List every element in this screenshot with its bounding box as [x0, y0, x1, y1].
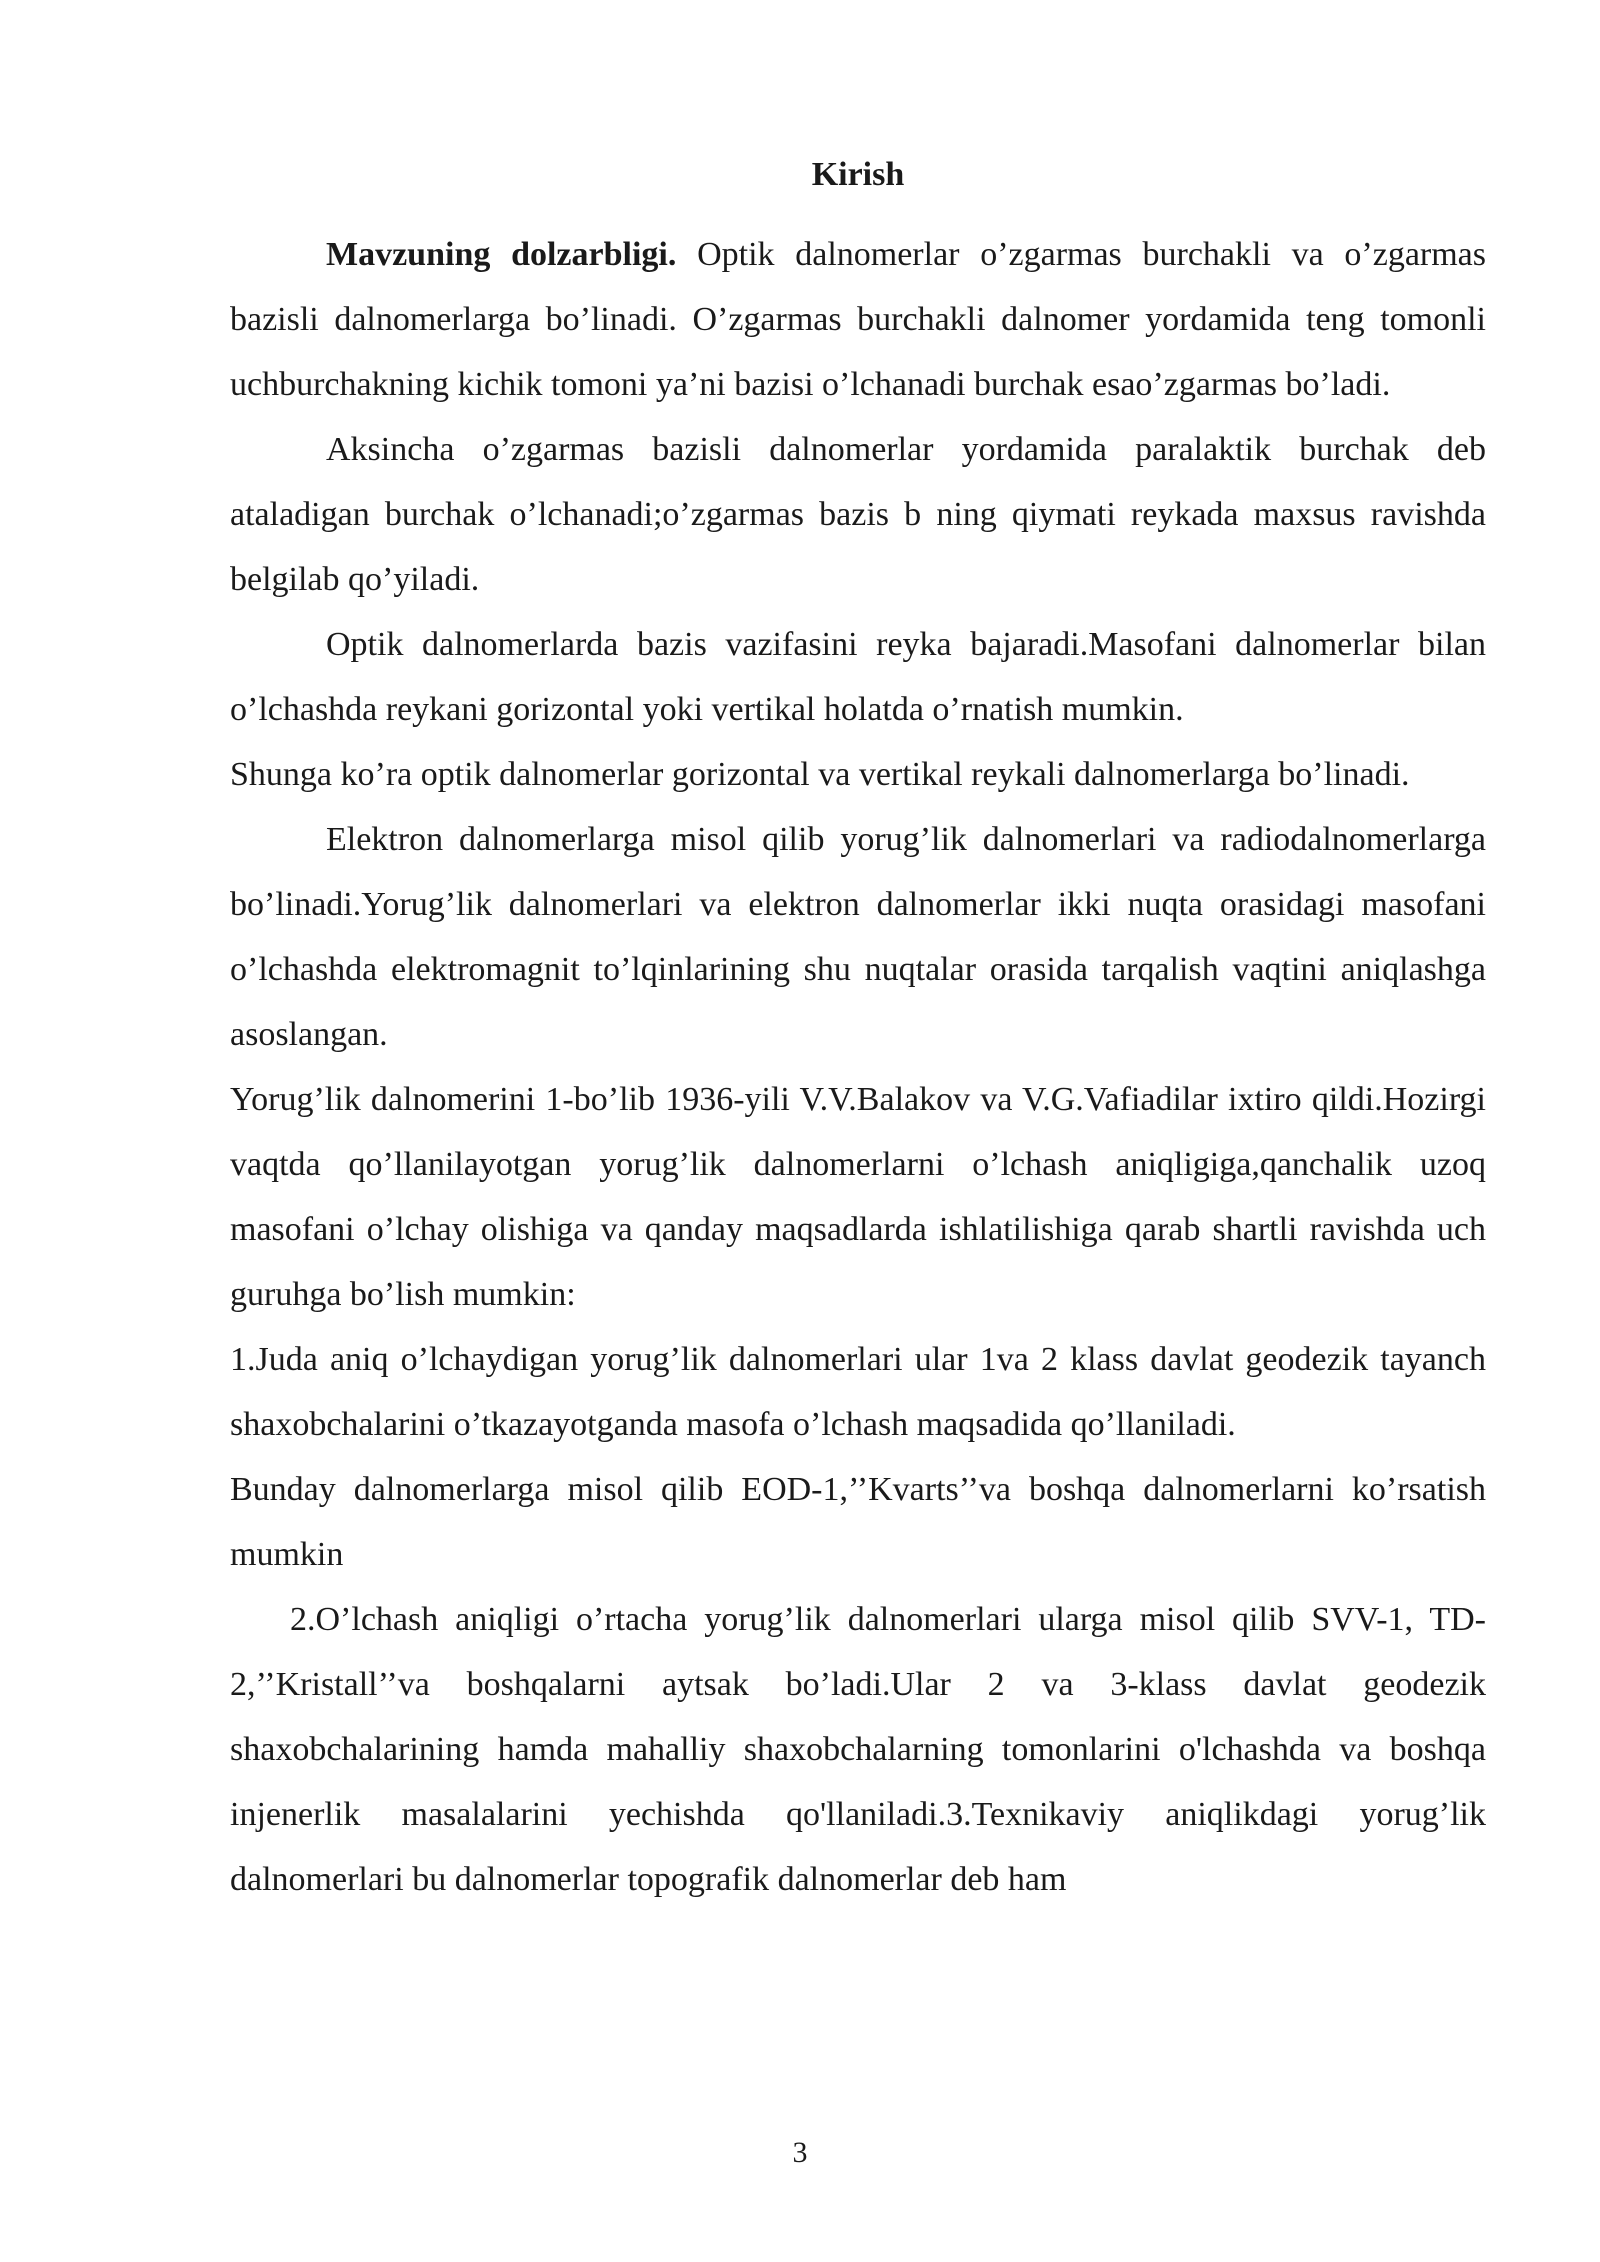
paragraph-group-1: 1.Juda aniq o’lchaydigan yorug’lik dalnomerlari ular 1va 2 klass davlat geodezik tayanch shaxobchalarini o’tkazayotganda masofa o’lchash maqsadida qo’llaniladi. — [230, 1341, 1486, 1443]
relevance-heading: Mavzuning dolzarbligi. — [326, 236, 677, 273]
paragraph-electronic: Elektron dalnomerlarga misol qilib yorug’lik dalnomerlari va radiodalnomerlarga bo’linadi.Yorug’lik dalnomerlari va elektron dalnomerlar ikki nuqta orasidagi masofani o’lchashda elektromagnit to’lqinlarining shu nuqtalar orasida tarqalish vaqtini aniqlashga asoslangan. — [230, 821, 1486, 1053]
document-page — [230, 150, 1486, 1912]
paragraph-rangefinder-types: Shunga ko’ra optik dalnomerlar gorizontal va vertikal reykali dalnomerlarga bo’linadi. — [230, 756, 1410, 793]
paragraph-history: Yorug’lik dalnomerini 1-bo’lib 1936-yili V.V.Balakov va V.G.Vafiadilar ixtiro qildi.Hozirgi vaqtda qo’llanilayotgan yorug’lik dalnomerlarni o’lchash aniqligiga,qanchalik uzoq masofani o’lchay olishiga va qanday maqsadlarda ishlatilishiga qarab shartli ravishda uch guruhga bo’lish mumkin: — [230, 1081, 1486, 1313]
paragraph-optical-base: Optik dalnomerlarda bazis vazifasini reyka bajaradi.Masofani dalnomerlar bilan o’lchashda reykani gorizontal yoki vertikal holatda o’rnatish mumkin. — [230, 626, 1486, 728]
relevance-text: Optik dalnomerlar o’zgarmas burchakli va o’zgarmas bazisli dalnomerlarga bo’linadi. O’zgarmas burchakli dalnomer yordamida teng tomonli uchburchakning kichik tomoni ya’ni bazisi o’lchanadi burchak esao’zgarmas bo’ladi. — [230, 236, 1486, 403]
page-number: 3 — [792, 2136, 808, 2169]
section-title: Kirish — [811, 156, 905, 193]
paragraph-group-2: 2.O’lchash aniqligi o’rtacha yorug’lik dalnomerlari ularga misol qilib SVV-1, TD-2,’’Kristall’’va boshqalarni aytsak bo’ladi.Ular 2 va 3-klass davlat geodezik shaxobchalarining hamda mahalliy shaxobchalarning tomonlarini o'lchashda va boshqa injenerlik masalalarini yechishda qo'llaniladi.3.Texnikaviy aniqlikdagi yorug’lik dalnomerlari bu dalnomerlar topografik dalnomerlar deb ham — [230, 1601, 1486, 1898]
paragraph-examples: Bunday dalnomerlarga misol qilib EOD-1,’’Kvarts’’va boshqa dalnomerlarni ko’rsatish mumkin — [230, 1471, 1486, 1573]
paragraph-constant-base: Aksincha o’zgarmas bazisli dalnomerlar yordamida paralaktik burchak deb ataladigan burchak o’lchanadi;o’zgarmas bazis b ning qiymati reykada maxsus ravishda belgilab qo’yiladi. — [230, 431, 1486, 598]
paragraph-relevance — [230, 222, 1486, 417]
